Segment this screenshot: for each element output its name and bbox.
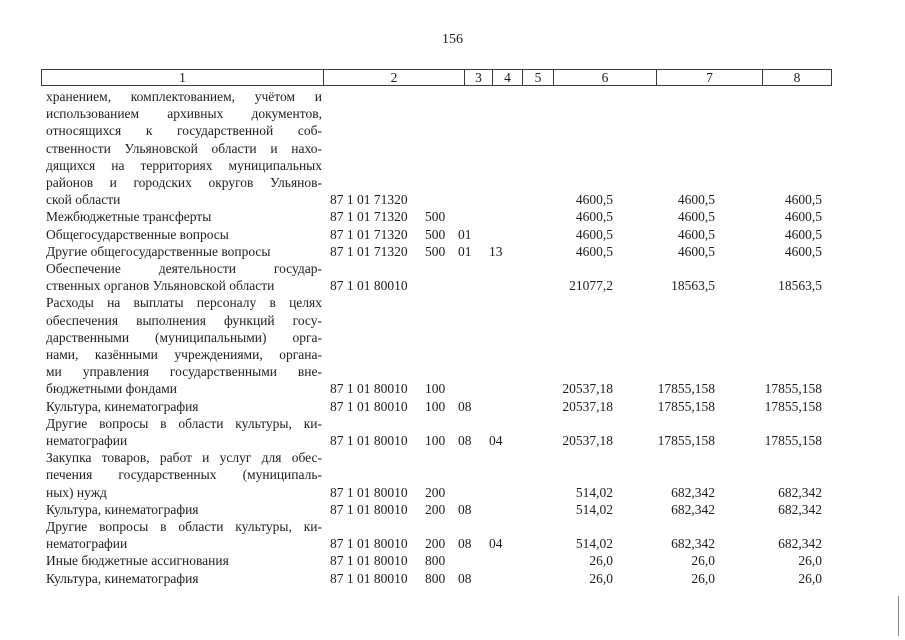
row-line bbox=[0, 363, 905, 380]
row-value-col7: 682,342 bbox=[671, 484, 715, 500]
row-subsection: 04 bbox=[489, 536, 503, 552]
row-code: 87 1 01 80010 bbox=[330, 278, 408, 294]
scan-edge-mark bbox=[898, 596, 899, 636]
row-line bbox=[0, 432, 905, 449]
row-value-col6: 514,02 bbox=[575, 536, 613, 552]
row-code: 87 1 01 80010 bbox=[330, 433, 408, 448]
row-value-col8: 17855,158 bbox=[764, 381, 822, 397]
header-col-8: 8 bbox=[762, 70, 831, 85]
row-name: обеспечения выполнения функций госу- bbox=[46, 312, 322, 328]
row-value-col7: 4600,5 bbox=[677, 209, 715, 225]
row-value-col6: 26,0 bbox=[589, 570, 613, 586]
row-expense-type: 200 bbox=[425, 484, 446, 500]
row-value-col6: 4600,5 bbox=[575, 209, 613, 225]
row-section: 01 bbox=[458, 226, 472, 242]
row-name: Культура, кинематография bbox=[46, 398, 199, 414]
row-expense-type: 500 bbox=[425, 209, 446, 225]
row-expense-type: 100 bbox=[425, 381, 446, 397]
row-code: 87 1 01 71320 bbox=[330, 209, 408, 225]
header-col-6: 6 bbox=[553, 70, 656, 85]
row-value-col7: 682,342 bbox=[671, 501, 715, 517]
row-value-col7: 17855,158 bbox=[657, 381, 715, 397]
row-name: печения государственных (муниципаль- bbox=[46, 467, 322, 483]
row-name: Другие общегосударственные вопросы bbox=[46, 243, 271, 259]
row-name: использованием архивных документов, bbox=[46, 106, 322, 122]
row-line bbox=[0, 398, 905, 415]
row-line bbox=[0, 329, 905, 346]
row-name: Другие вопросы в области культуры, ки- bbox=[46, 519, 322, 534]
row-line bbox=[0, 518, 905, 535]
row-value-col6: 514,02 bbox=[575, 484, 613, 500]
row-line bbox=[0, 466, 905, 483]
row-code: 87 1 01 80010 bbox=[330, 501, 408, 517]
row-line bbox=[0, 346, 905, 363]
row-value-col8: 682,342 bbox=[778, 484, 822, 500]
row-line bbox=[0, 449, 905, 466]
row-name: ных) нужд bbox=[46, 484, 107, 500]
row-line bbox=[0, 312, 905, 329]
row-value-col6: 514,02 bbox=[575, 501, 613, 517]
row-name: районов и городских округов Ульянов- bbox=[46, 175, 322, 190]
row-value-col8: 4600,5 bbox=[784, 226, 822, 242]
row-value-col8: 26,0 bbox=[798, 553, 822, 569]
row-expense-type: 100 bbox=[425, 433, 446, 448]
row-name: Культура, кинематография bbox=[46, 570, 199, 586]
row-line bbox=[0, 535, 905, 552]
row-code: 87 1 01 71320 bbox=[330, 226, 408, 242]
row-line bbox=[0, 208, 905, 225]
row-line bbox=[0, 484, 905, 501]
row-code: 87 1 01 80010 bbox=[330, 398, 408, 414]
row-value-col8: 26,0 bbox=[798, 570, 822, 586]
row-line bbox=[0, 122, 905, 139]
row-name: дарственными (муниципальными) орга- bbox=[46, 329, 322, 345]
row-expense-type: 100 bbox=[425, 398, 446, 414]
row-value-col6: 4600,5 bbox=[575, 243, 613, 259]
row-name: Культура, кинематография bbox=[46, 501, 199, 517]
row-value-col8: 17855,158 bbox=[764, 433, 822, 448]
row-code: 87 1 01 80010 bbox=[330, 484, 408, 500]
row-value-col7: 17855,158 bbox=[657, 433, 715, 448]
row-subsection: 04 bbox=[489, 433, 503, 448]
row-expense-type: 500 bbox=[425, 226, 446, 242]
row-name: дящихся на территориях муниципальных bbox=[46, 157, 322, 173]
row-value-col7: 4600,5 bbox=[677, 243, 715, 259]
row-name: нематографии bbox=[46, 433, 128, 448]
row-line bbox=[0, 243, 905, 260]
row-value-col6: 4600,5 bbox=[575, 226, 613, 242]
row-value-col7: 18563,5 bbox=[671, 278, 715, 294]
row-name: бюджетными фондами bbox=[46, 381, 177, 397]
row-subsection: 13 bbox=[489, 243, 503, 259]
row-line bbox=[0, 88, 905, 105]
header-col-7: 7 bbox=[656, 70, 762, 85]
row-line bbox=[0, 191, 905, 208]
row-expense-type: 800 bbox=[425, 570, 446, 586]
header-col-2: 2 bbox=[323, 70, 464, 85]
row-name: Межбюджетные трансферты bbox=[46, 209, 212, 225]
row-name: нематографии bbox=[46, 536, 128, 552]
row-line bbox=[0, 157, 905, 174]
row-name: хранением, комплектованием, учётом и bbox=[46, 89, 322, 104]
row-code: 87 1 01 80010 bbox=[330, 570, 408, 586]
row-name: ской области bbox=[46, 192, 121, 208]
header-col-3: 3 bbox=[464, 70, 492, 85]
row-name: ственности Ульяновской области и нахо- bbox=[46, 140, 322, 156]
row-section: 01 bbox=[458, 243, 472, 259]
row-name: Иные бюджетные ассигнования bbox=[46, 553, 229, 569]
row-line bbox=[0, 415, 905, 432]
row-line bbox=[0, 501, 905, 518]
row-line bbox=[0, 294, 905, 311]
row-value-col6: 20537,18 bbox=[562, 381, 613, 397]
row-value-col8: 682,342 bbox=[778, 501, 822, 517]
row-line bbox=[0, 174, 905, 191]
table-header-row bbox=[41, 69, 832, 86]
row-name: относящихся к государственной соб- bbox=[46, 123, 322, 139]
row-line bbox=[0, 570, 905, 587]
row-value-col8: 682,342 bbox=[778, 536, 822, 552]
header-col-1: 1 bbox=[179, 70, 186, 85]
page-number: 156 bbox=[442, 32, 463, 47]
header-col-4: 4 bbox=[492, 70, 522, 85]
row-value-col8: 4600,5 bbox=[784, 243, 822, 259]
row-name: ственных органов Ульяновской области bbox=[46, 278, 275, 294]
row-name: ми управления государственными вне- bbox=[46, 364, 322, 380]
row-value-col7: 17855,158 bbox=[657, 398, 715, 414]
row-value-col7: 26,0 bbox=[691, 570, 715, 586]
row-value-col6: 21077,2 bbox=[569, 278, 613, 294]
row-expense-type: 800 bbox=[425, 553, 446, 569]
row-value-col7: 4600,5 bbox=[677, 192, 715, 208]
row-section: 08 bbox=[458, 501, 472, 517]
row-value-col7: 682,342 bbox=[671, 536, 715, 552]
row-line bbox=[0, 226, 905, 243]
row-code: 87 1 01 80010 bbox=[330, 381, 408, 397]
row-value-col6: 20537,18 bbox=[562, 398, 613, 414]
row-name: Закупка товаров, работ и услуг для обес- bbox=[46, 450, 322, 466]
row-line bbox=[0, 552, 905, 569]
row-section: 08 bbox=[458, 536, 472, 552]
row-expense-type: 200 bbox=[425, 536, 446, 552]
row-expense-type: 200 bbox=[425, 501, 446, 517]
header-col-5: 5 bbox=[522, 70, 553, 85]
row-value-col8: 17855,158 bbox=[764, 398, 822, 414]
row-value-col8: 18563,5 bbox=[778, 278, 822, 294]
row-line bbox=[0, 140, 905, 157]
row-code: 87 1 01 80010 bbox=[330, 536, 408, 552]
row-value-col6: 26,0 bbox=[589, 553, 613, 569]
row-name: нами, казёнными учреждениями, органа- bbox=[46, 347, 322, 362]
row-code: 87 1 01 71320 bbox=[330, 192, 408, 208]
row-name: Общегосударственные вопросы bbox=[46, 226, 229, 242]
row-section: 08 bbox=[458, 570, 472, 586]
row-section: 08 bbox=[458, 433, 472, 448]
row-section: 08 bbox=[458, 398, 472, 414]
row-name: Другие вопросы в области культуры, ки- bbox=[46, 415, 322, 431]
row-line bbox=[0, 277, 905, 294]
row-value-col8: 4600,5 bbox=[784, 192, 822, 208]
row-line bbox=[0, 105, 905, 122]
row-value-col7: 4600,5 bbox=[677, 226, 715, 242]
row-line bbox=[0, 380, 905, 397]
row-name: Обеспечение деятельности государ- bbox=[46, 261, 322, 276]
row-value-col6: 4600,5 bbox=[575, 192, 613, 208]
row-value-col6: 20537,18 bbox=[562, 433, 613, 448]
row-code: 87 1 01 71320 bbox=[330, 243, 408, 259]
row-code: 87 1 01 80010 bbox=[330, 553, 408, 569]
row-line bbox=[0, 260, 905, 277]
row-value-col8: 4600,5 bbox=[784, 209, 822, 225]
row-expense-type: 500 bbox=[425, 243, 446, 259]
row-name: Расходы на выплаты персоналу в целях bbox=[46, 295, 322, 311]
row-value-col7: 26,0 bbox=[691, 553, 715, 569]
